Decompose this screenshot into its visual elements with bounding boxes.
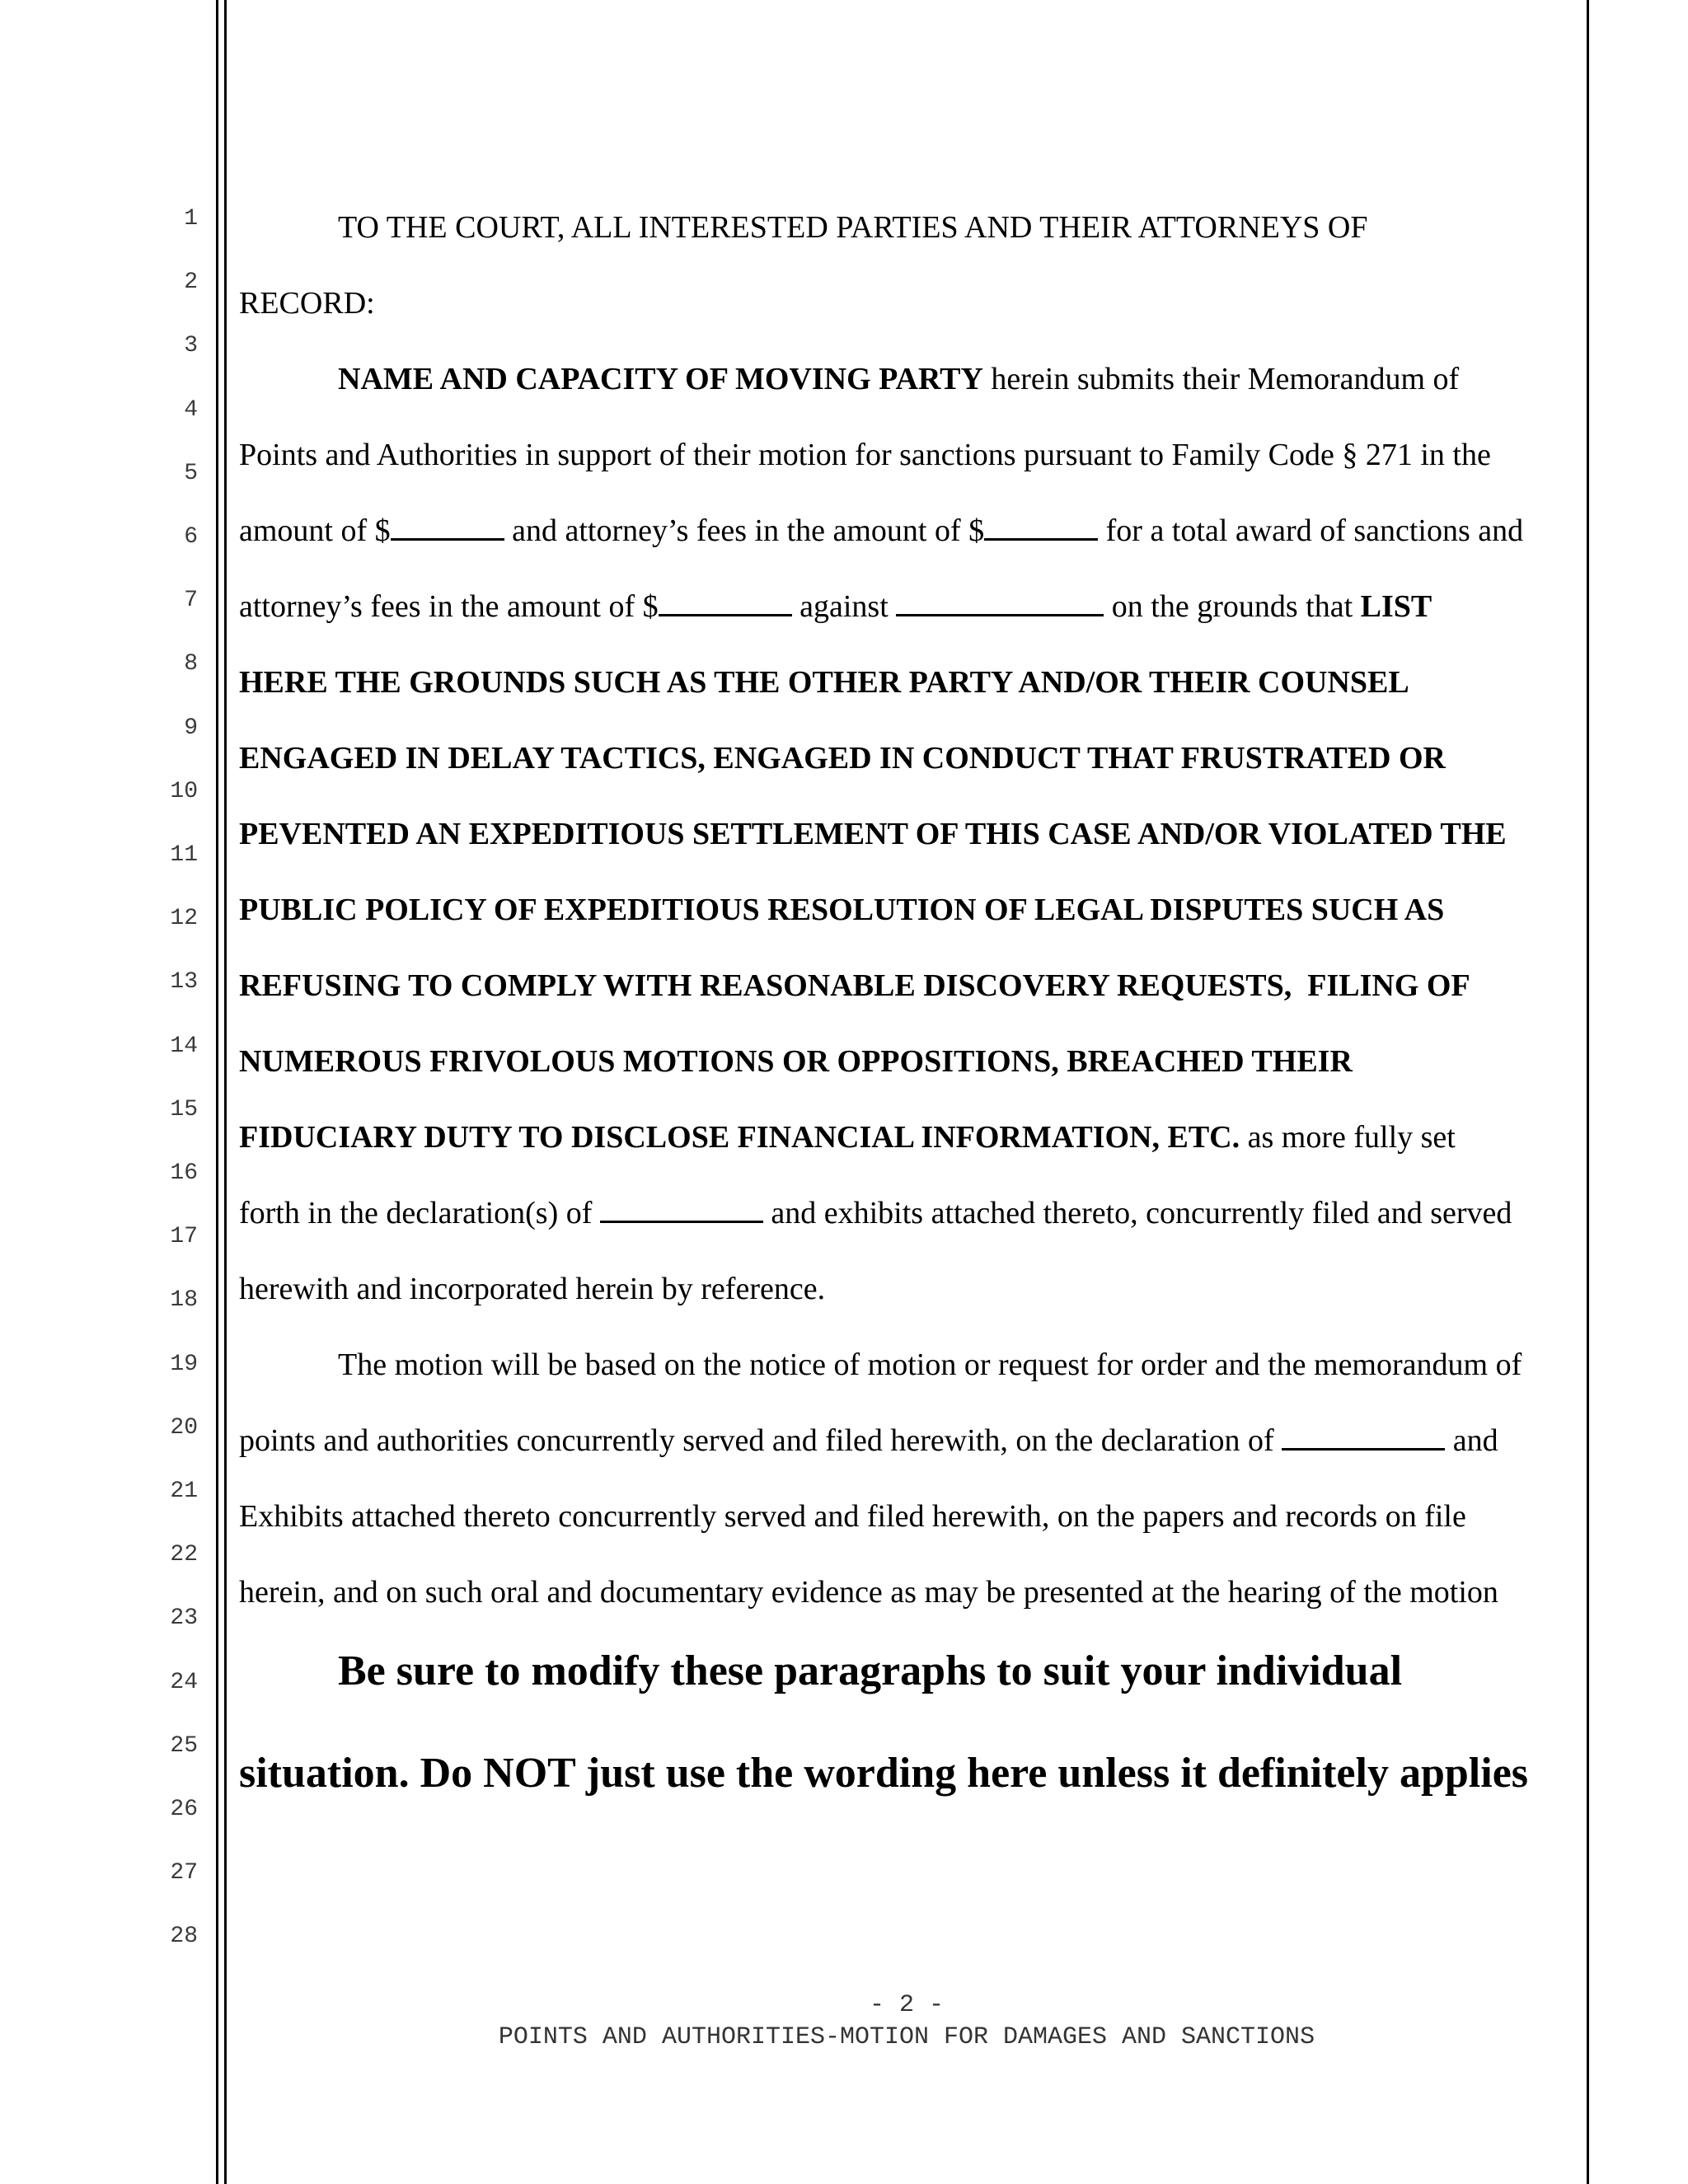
line-number: 12 — [170, 906, 198, 931]
body-text: attorney’s fees in the amount of $ — [239, 589, 659, 624]
line-number: 21 — [170, 1479, 198, 1504]
line-number: 8 — [184, 651, 198, 677]
text-line — [239, 948, 1470, 1024]
instruction-note-line — [239, 1633, 1402, 1709]
text-line — [239, 190, 1368, 265]
declarant-name-blank — [600, 1196, 763, 1223]
line-number: 22 — [170, 1542, 198, 1568]
body-text: amount of $ — [239, 513, 391, 548]
line-number: 24 — [170, 1670, 198, 1695]
text-line — [239, 796, 1507, 872]
body-text: as more fully set — [1240, 1120, 1456, 1155]
body-text: forth in the declaration(s) of — [239, 1196, 600, 1230]
declaration-name-blank — [1282, 1423, 1445, 1451]
grounds-placeholder: FIDUCIARY DUTY TO DISCLOSE FINANCIAL INFORMATION, ETC. — [239, 1120, 1240, 1155]
body-text: herewith and incorporated herein by reference. — [239, 1272, 826, 1306]
text-line — [239, 872, 1444, 948]
line-number: 7 — [184, 588, 198, 613]
body-text: Points and Authorities in support of their motion for sanctions pursuant to Family Code § 271 in the — [239, 438, 1491, 472]
line-number: 25 — [170, 1733, 198, 1759]
instruction-note-line — [239, 1736, 1528, 1811]
line-number: 28 — [170, 1924, 198, 1949]
line-number: 13 — [170, 969, 198, 995]
text-line — [239, 720, 1446, 796]
line-number: 14 — [170, 1033, 198, 1059]
body-text: herein, and on such oral and documentary evidence as may be presented at the hearing of the motion — [239, 1575, 1498, 1610]
line-number: 20 — [170, 1415, 198, 1441]
salutation-text: TO THE COURT, ALL INTERESTED PARTIES AND THEIR ATTORNEYS OF — [338, 210, 1368, 245]
grounds-placeholder: HERE THE GROUNDS SUCH AS THE OTHER PARTY AND/OR THEIR COUNSEL — [239, 665, 1409, 700]
body-text: and — [1445, 1423, 1498, 1458]
body-text: on the grounds that — [1104, 589, 1361, 624]
moving-party-placeholder: NAME AND CAPACITY OF MOVING PARTY — [338, 362, 983, 396]
line-number: 11 — [170, 842, 198, 868]
body-text: The motion will be based on the notice of motion or request for order and the memorandum of — [338, 1347, 1522, 1382]
line-number: 19 — [170, 1352, 198, 1377]
text-line — [239, 1327, 1522, 1403]
body-text: against — [791, 589, 897, 624]
right-margin-rule — [1587, 0, 1589, 2184]
sanctions-amount-blank — [391, 513, 504, 541]
grounds-placeholder: NUMEROUS FRIVOLOUS MOTIONS OR OPPOSITIONS, BREACHED THEIR — [239, 1044, 1353, 1079]
text-line — [239, 341, 1459, 417]
line-number: 4 — [184, 397, 198, 423]
text-line — [239, 1099, 1456, 1175]
line-number: 16 — [170, 1160, 198, 1186]
against-party-blank — [896, 589, 1104, 616]
body-text: Exhibits attached thereto concurrently served and filed herewith, on the papers and records on file — [239, 1499, 1466, 1534]
total-amount-blank — [659, 589, 792, 616]
footer-title: POINTS AND AUTHORITIES-MOTION FOR DAMAGES AND SANCTIONS — [498, 2023, 1315, 2051]
line-number: 17 — [170, 1224, 198, 1249]
line-number: 6 — [184, 524, 198, 550]
left-margin-rule-outer — [216, 0, 218, 2184]
attorney-fees-amount-blank — [984, 513, 1098, 541]
text-line — [239, 265, 375, 341]
body-text: and attorney’s fees in the amount of $ — [504, 513, 985, 548]
instruction-note-text: situation. Do NOT just use the wording here unless it definitely applies — [239, 1750, 1529, 1797]
grounds-placeholder: LIST — [1360, 589, 1432, 624]
text-line — [239, 417, 1491, 493]
instruction-note-text: Be sure to modify these paragraphs to suit your individual — [338, 1647, 1403, 1694]
line-number: 10 — [170, 779, 198, 804]
text-line — [239, 1479, 1466, 1554]
line-number: 27 — [170, 1860, 198, 1886]
line-number: 2 — [184, 269, 198, 295]
line-number: 9 — [184, 715, 198, 741]
body-text: and exhibits attached thereto, concurrently filed and served — [762, 1196, 1512, 1230]
text-line — [239, 1251, 825, 1327]
body-text: points and authorities concurrently served and filed herewith, on the declaration of — [239, 1423, 1282, 1458]
line-number: 3 — [184, 333, 198, 359]
text-line — [239, 644, 1409, 720]
text-line — [239, 493, 1523, 569]
line-number: 26 — [170, 1797, 198, 1822]
grounds-placeholder: REFUSING TO COMPLY WITH REASONABLE DISCOVERY REQUESTS, FILING OF — [239, 968, 1470, 1003]
text-line — [239, 1175, 1512, 1251]
line-number: 23 — [170, 1605, 198, 1631]
line-number: 15 — [170, 1097, 198, 1122]
grounds-placeholder: ENGAGED IN DELAY TACTICS, ENGAGED IN CONDUCT THAT FRUSTRATED OR — [239, 741, 1446, 776]
line-number: 5 — [184, 461, 198, 486]
body-text: for a total award of sanctions and — [1098, 513, 1524, 548]
salutation-text: RECORD: — [239, 286, 375, 321]
text-line — [239, 569, 1432, 644]
body-text: herein submits their Memorandum of — [982, 362, 1460, 396]
text-line — [239, 1024, 1353, 1099]
text-line — [239, 1554, 1498, 1630]
grounds-placeholder: PEVENTED AN EXPEDITIOUS SETTLEMENT OF THIS CASE AND/OR VIOLATED THE — [239, 817, 1507, 851]
text-line — [239, 1403, 1498, 1479]
line-number: 1 — [184, 206, 198, 232]
line-number: 18 — [170, 1287, 198, 1313]
page-number: - 2 - — [869, 1991, 944, 2019]
grounds-placeholder: PUBLIC POLICY OF EXPEDITIOUS RESOLUTION OF LEGAL DISPUTES SUCH AS — [239, 893, 1445, 927]
left-margin-rule-inner — [224, 0, 227, 2184]
